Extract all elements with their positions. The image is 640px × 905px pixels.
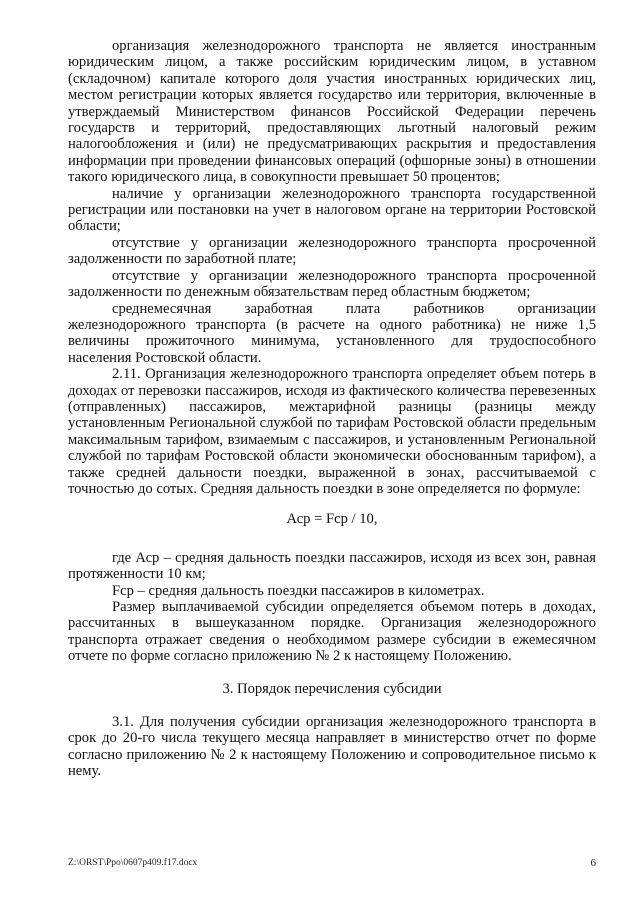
paragraph-fcp-definition: Fср – средняя дальность поездки пассажиров в километрах. xyxy=(112,582,485,599)
paragraph-offshore-condition: организация железнодорожного транспорта не является иностранным юридическим лицом, а также российским юридическим лицом, в уставном (складочном) капитале которого доля участия иностранных юридических лиц, местом регистрации которых является государство или территория, включенные в утверждаемый Министерством финансов Российской Федерации перечень государств и территорий, предоставляющих льготный налоговый режим налогообложения и (или) не предусматривающих раскрытия и предоставления информации при проведении финансовых операций (офшорные зоны) в отношении такого юридического лица, в совокупности превышает 50 процентов; xyxy=(68,38,596,186)
file-path: Z:\ORST\Ppo\0607p409.f17.docx xyxy=(68,858,198,868)
paragraph-3-1: 3.1. Для получения субсидии организация железнодорожного транспорта в срок до 20-го числа текущего месяца направляет в министерство отчет по форме согласно приложению № 2 к настоящему Положению и сопроводительное письмо к нему. xyxy=(68,714,596,780)
paragraph-average-salary-condition: среднемесячная заработная плата работников организации железнодорожного транспорта (в расчете на одного работника) не ниже 1,5 величины прожиточного минимума, установленного для трудоспособного населения Ростовской области. xyxy=(68,300,596,366)
formula: Аср = Fср / 10, xyxy=(286,511,378,528)
paragraph-registration-condition: наличие у организации железнодорожного транспорта государственной регистрации или постановки на учет в налоговом органе на территории Ростовской области; xyxy=(68,185,596,235)
paragraph-salary-debt-condition: отсутствие у организации железнодорожного транспорта просроченной задолженности по заработной плате; xyxy=(68,234,596,268)
paragraph-subsidy-size: Размер выплачиваемой субсидии определяется объемом потерь в доходах, рассчитанных в вышеуказанном порядке. Организация железнодорожного транспорта отражает сведения о необходимом размере субсидии в ежемесячном отчете по форме согласно приложению № 2 к настоящему Положению. xyxy=(68,599,596,665)
paragraph-budget-debt-condition: отсутствие у организации железнодорожного транспорта просроченной задолженности по денежным обязательствам перед областным бюджетом; xyxy=(68,267,596,301)
document-body xyxy=(68,38,596,780)
paragraph-where-acp: где Аср – средняя дальность поездки пассажиров, исходя из всех зон, равная протяженности 10 км; xyxy=(68,549,596,583)
paragraph-2-11: 2.11. Организация железнодорожного транспорта определяет объем потерь в доходах от перевозки пассажиров, исходя из фактического количества перевезенных (отправленных) пассажиров, межтарифной разницы (разницы между установленным Региональной службой по тарифам Ростовской области предельным максимальным тарифом, взимаемым с пассажиров, и установленным Региональной службой по тарифам Ростовской области экономически обоснованным тарифом), а также средней дальности поездки, выраженной в зонах, рассчитываемой с точностью до сотых. Средняя дальность поездки в зоне определяется по формуле: xyxy=(68,366,596,497)
page-number: 6 xyxy=(590,857,596,869)
section-heading: 3. Порядок перечисления субсидии xyxy=(222,680,442,697)
